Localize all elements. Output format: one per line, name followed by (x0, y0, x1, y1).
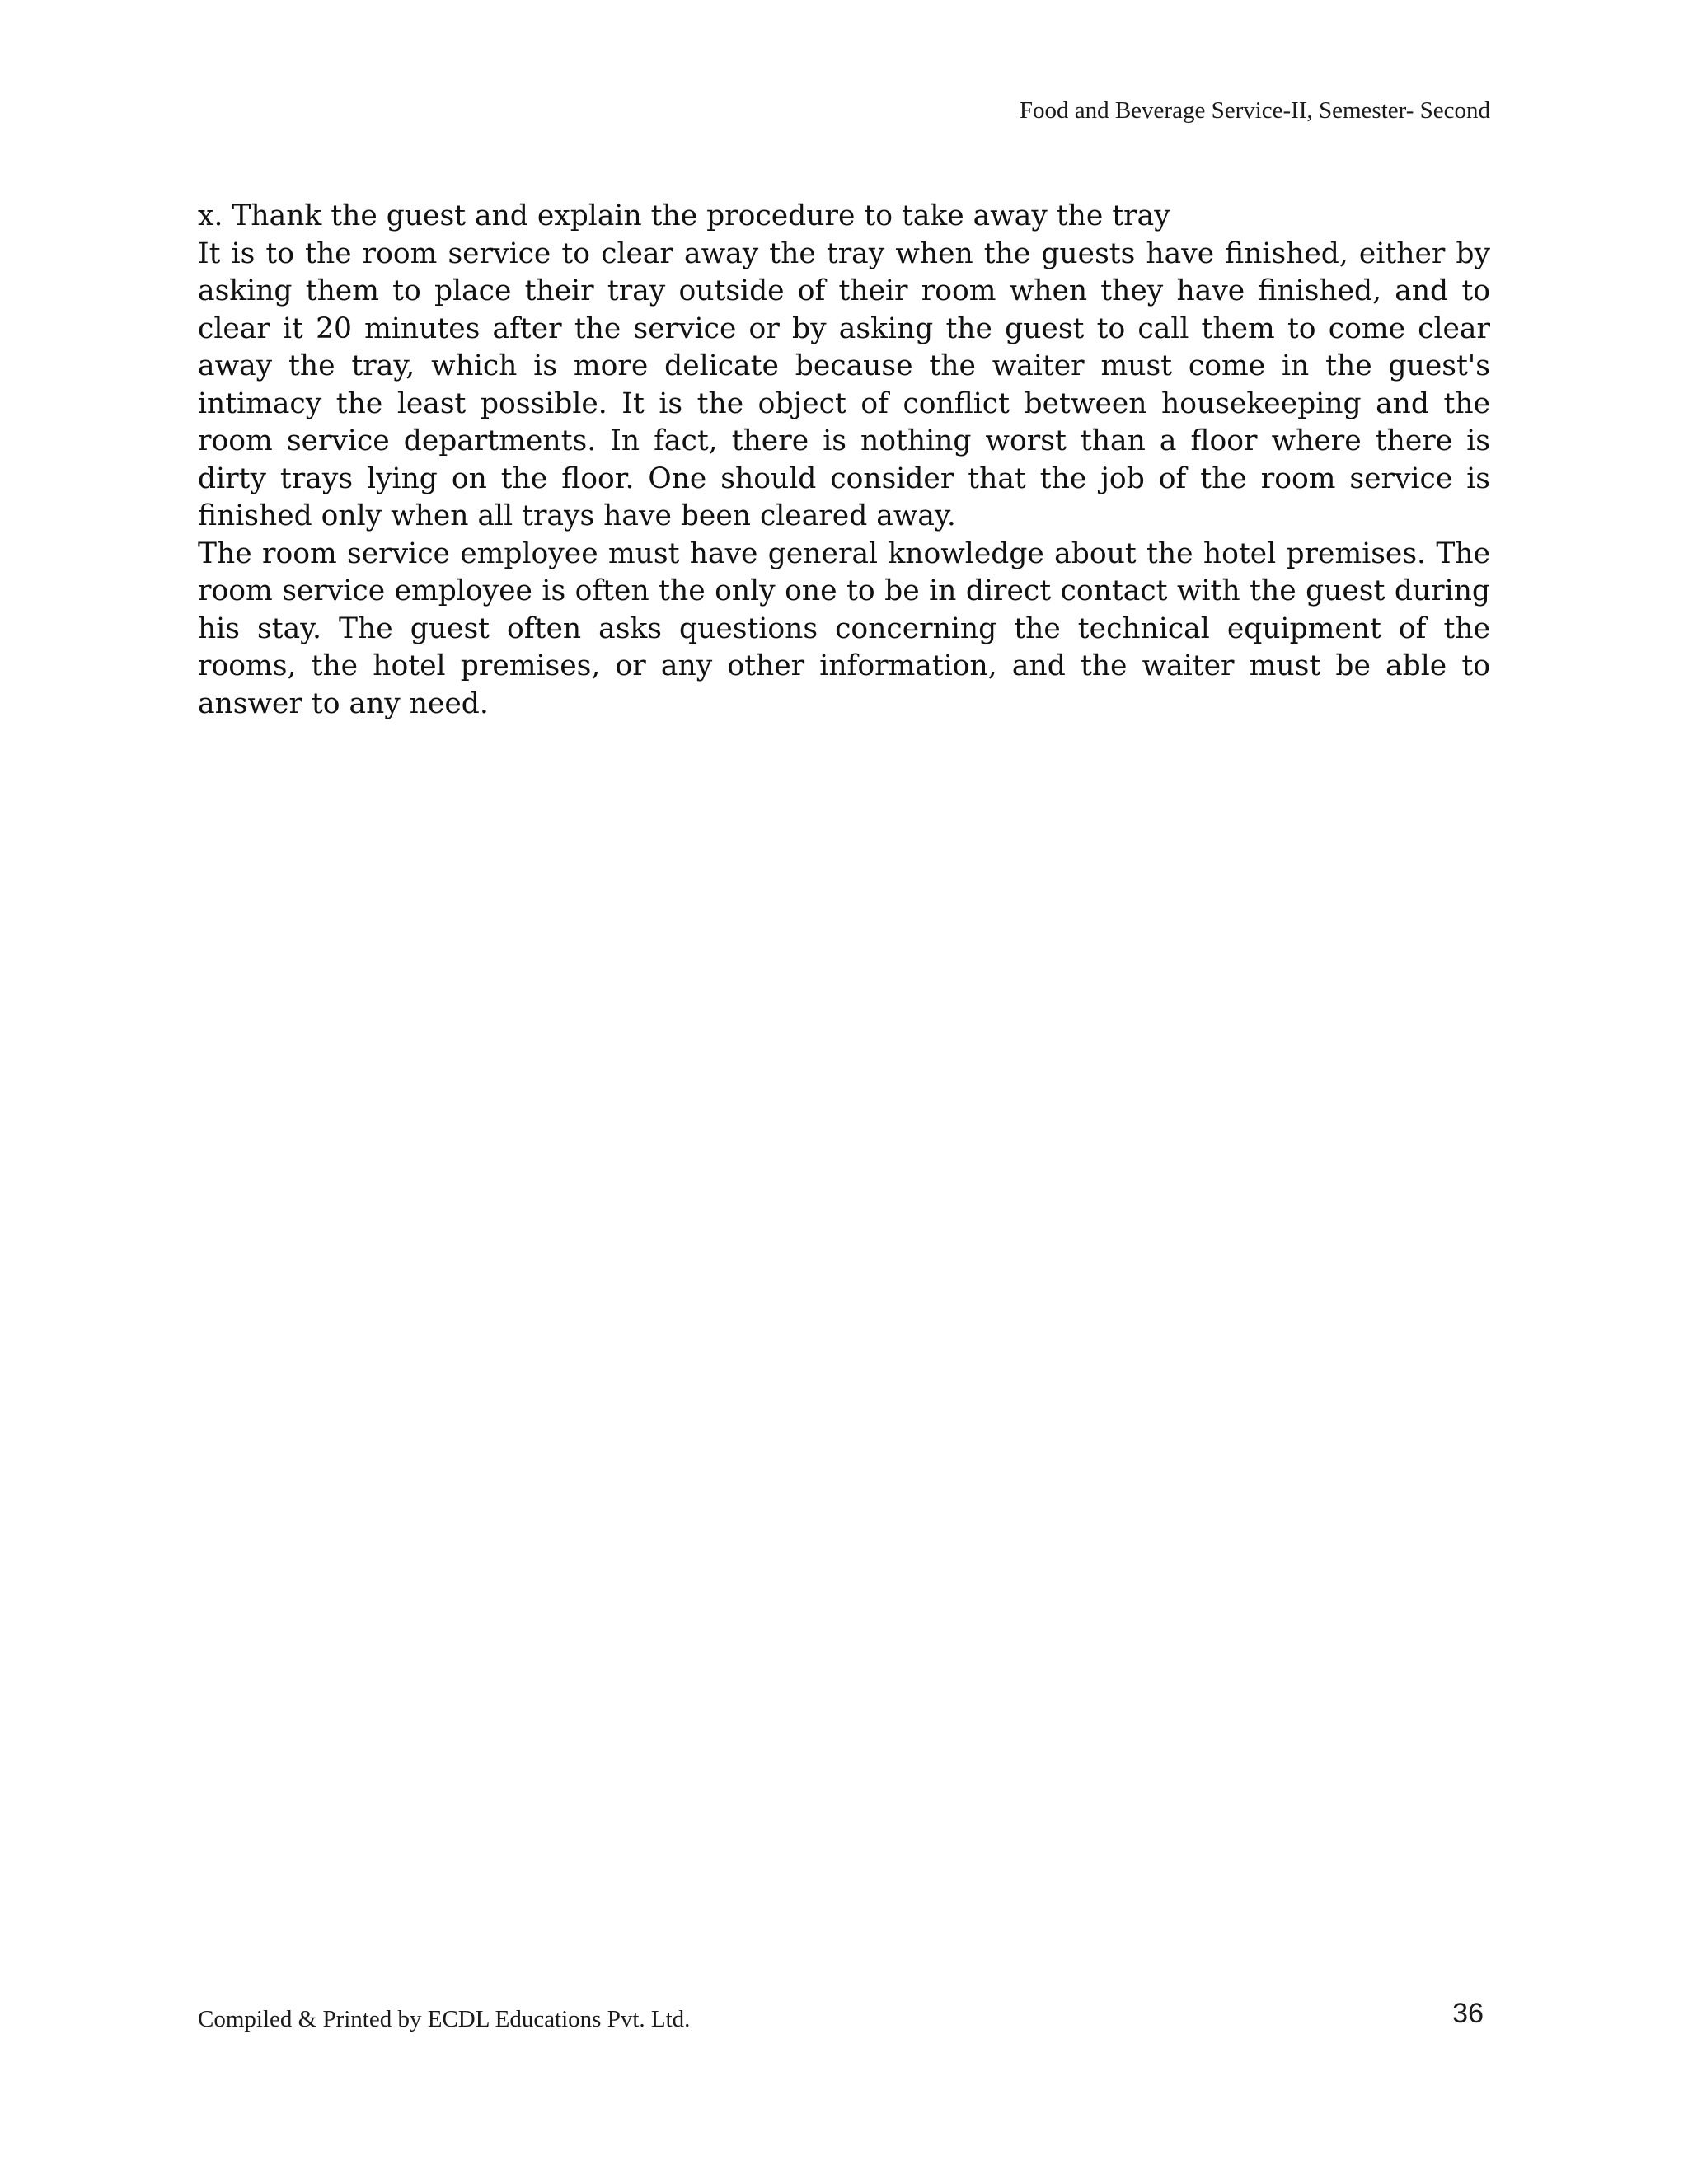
section-heading: x. Thank the guest and explain the procedure to take away the tray (198, 199, 1170, 232)
page-number: 36 (1452, 1998, 1484, 2029)
running-header: Food and Beverage Service-II, Semester- Second (1019, 97, 1490, 124)
body-text (198, 198, 1490, 723)
paragraph-tray-clearing: It is to the room service to clear away the tray when the guests have finished, either by asking them to place their tray outside of their room when they have finished, and to clear it 20 minutes after the service or by asking the guest to call them to come clear away the tray, which is more delicate because the waiter must come in the guest's intimacy the least possible. It is the object of conflict between housekeeping and the room service departments. In fact, there is nothing worst than a floor where there is dirty trays lying on the floor. One should consider that the job of the room service is finished only when all trays have been cleared away. (198, 237, 1490, 532)
paragraph-hotel-knowledge: The room service employee must have general knowledge about the hotel premises. The room service employee is often the only one to be in direct contact with the guest during his stay. The guest often asks questions concerning the technical equipment of the rooms, the hotel premises, or any other information, and the waiter must be able to answer to any need. (198, 537, 1490, 720)
footer-publisher: Compiled & Printed by ECDL Educations Pvt. Ltd. (198, 2006, 691, 2032)
